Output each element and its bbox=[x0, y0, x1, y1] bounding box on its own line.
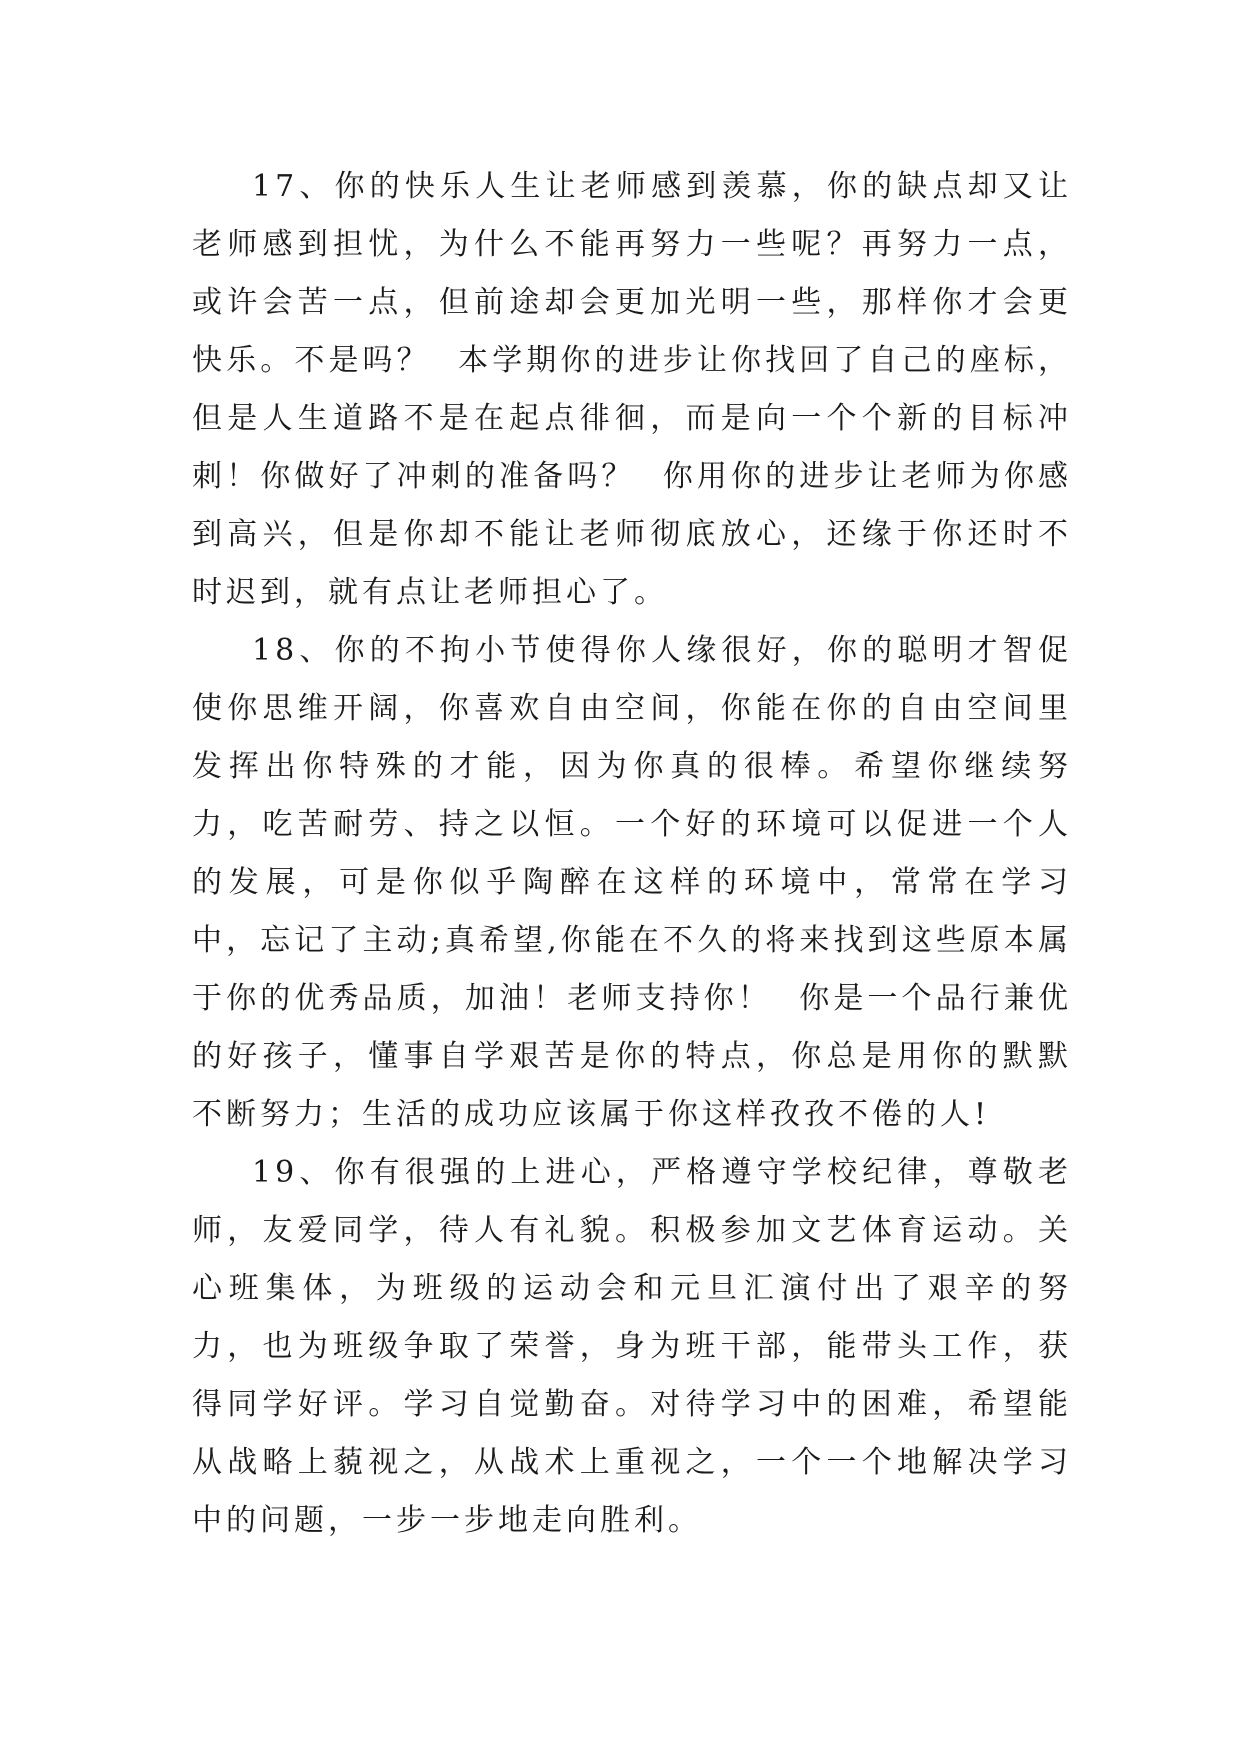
paragraph-18: 18、你的不拘小节使得你人缘很好，你的聪明才智促使你思维开阔，你喜欢自由空间，你能在你的自由空间里发挥出你特殊的才能，因为你真的很棒。希望你继续努力，吃苦耐劳、持之以恒。一个好的环境可以促进一个人的发展，可是你似乎陶醉在这样的环境中，常常在学习中，忘记了主动;真希望,你能在不久的将来找到这些原本属于你的优秀品质，加油！老师支持你！ 你是一个品行兼优的好孩子，懂事自学艰苦是你的特点，你总是用你的默默不断努力；生活的成功应该属于你这样孜孜不倦的人! bbox=[192, 633, 1072, 1132]
paragraph-17: 17、你的快乐人生让老师感到羡慕，你的缺点却又让老师感到担忧，为什么不能再努力一些呢？再努力一点，或许会苦一点，但前途却会更加光明一些，那样你才会更快乐。不是吗？ 本学期你的进步让你找回了自己的座标，但是人生道路不是在起点徘徊，而是向一个个新的目标冲刺！你做好了冲刺的准备吗？ 你用你的进步让老师为你感到高兴，但是你却不能让老师彻底放心，还缘于你还时不时迟到，就有点让老师担心了。 bbox=[192, 169, 1072, 610]
document-body bbox=[192, 158, 1072, 1550]
paragraph-19: 19、你有很强的上进心，严格遵守学校纪律，尊敬老师，友爱同学，待人有礼貌。积极参加文艺体育运动。关心班集体，为班级的运动会和元旦汇演付出了艰辛的努力，也为班级争取了荣誉，身为班干部，能带头工作，获得同学好评。学习自觉勤奋。对待学习中的困难，希望能从战略上藐视之，从战术上重视之，一个一个地解决学习中的问题，一步一步地走向胜利。 bbox=[192, 1155, 1072, 1538]
